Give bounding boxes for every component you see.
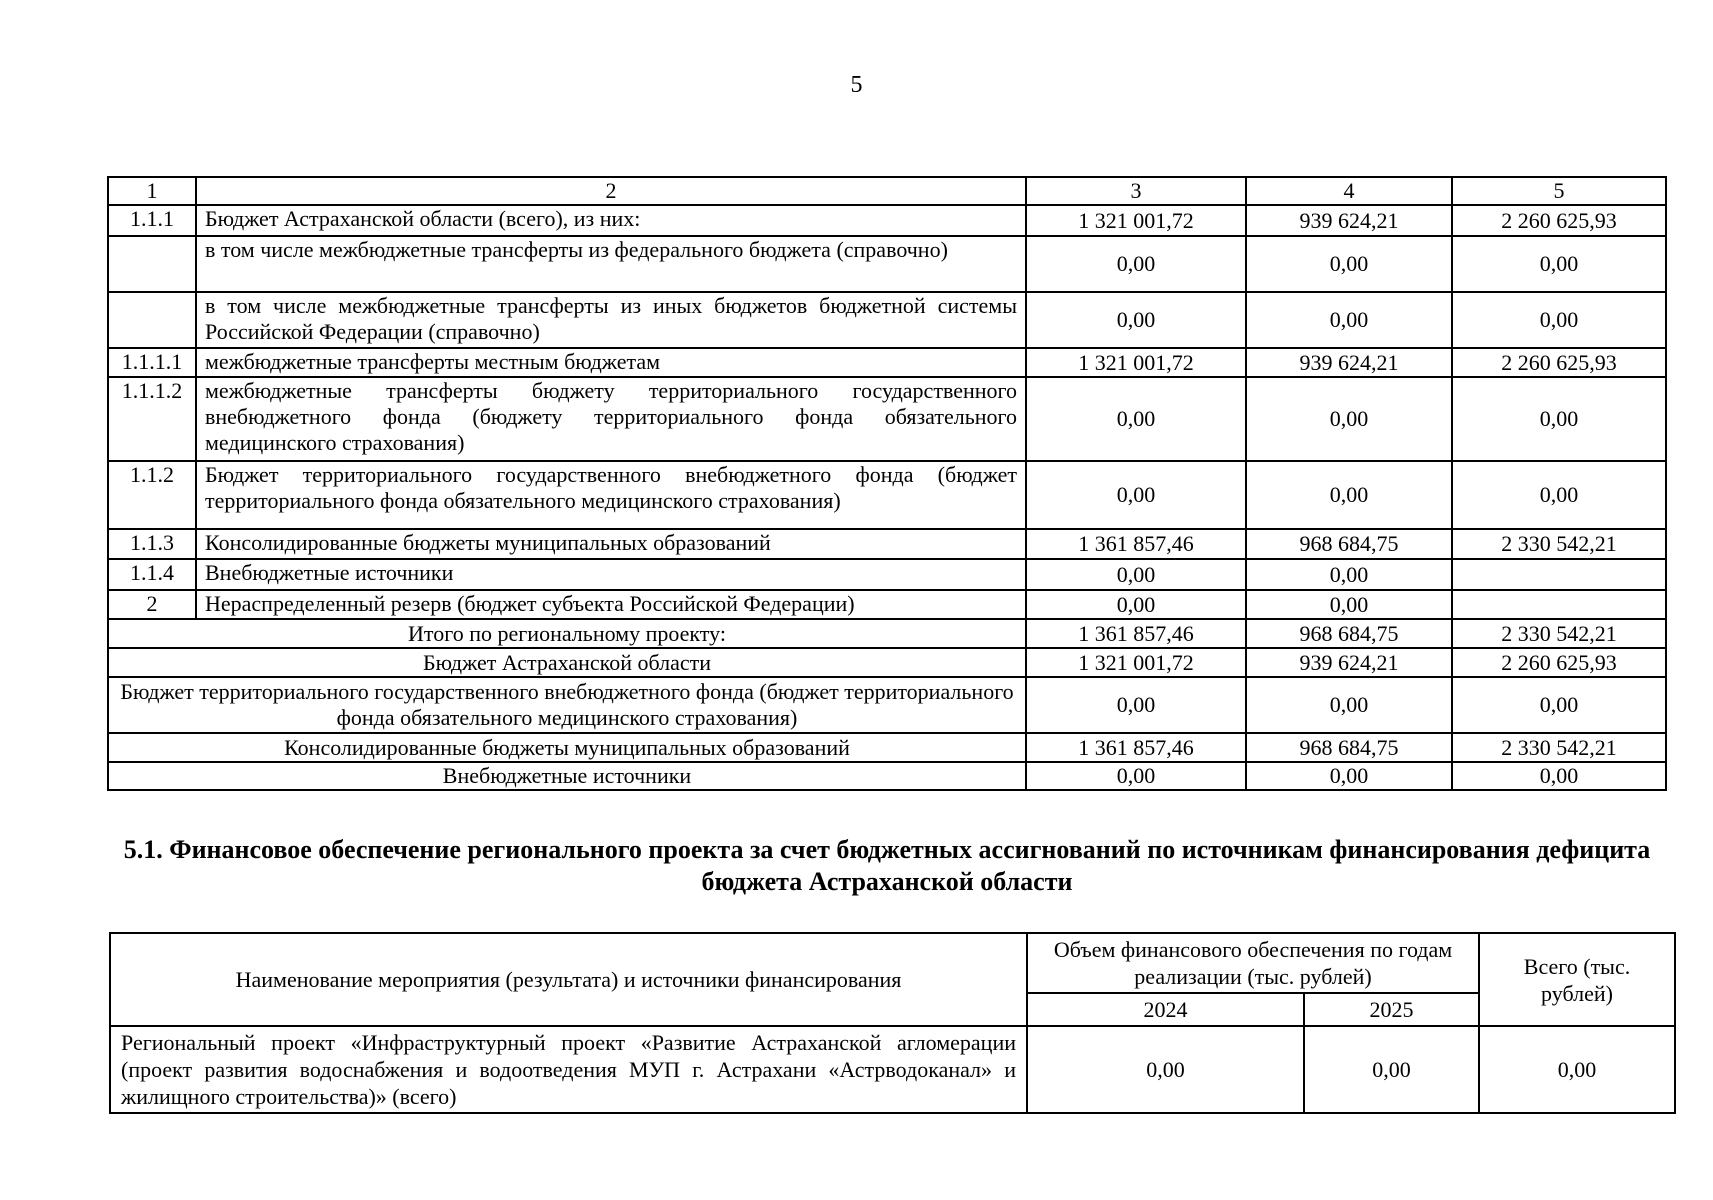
value-col5: 0,00 [1452,292,1666,348]
value-col5: 2 260 625,93 [1452,348,1666,377]
value-col4: 968 684,75 [1246,733,1452,762]
value-col3: 1 361 857,46 [1026,529,1246,559]
total-row-name: Бюджет территориального государственного внебюджетного фонда (бюджет территориального фонда обязательного медицинского страхования) [108,677,1026,733]
column-number-4: 4 [1246,177,1452,205]
column-number-1: 1 [108,177,196,205]
value-col5: 2 330 542,21 [1452,529,1666,559]
row-number: 1.1.1 [108,205,196,236]
table-header-row [110,933,1675,993]
value-col4: 0,00 [1246,236,1452,292]
total-row-name: Внебюджетные источники [108,762,1026,790]
row-number [108,292,196,348]
total-row [108,619,1666,648]
header-year-2024: 2024 [1027,993,1304,1026]
value-col3: 1 361 857,46 [1026,619,1246,648]
value-col5: 2 330 542,21 [1452,733,1666,762]
value-col5: 0,00 [1452,377,1666,461]
value-col5 [1452,559,1666,590]
value-col4: 939 624,21 [1246,648,1452,677]
value-col4: 939 624,21 [1246,205,1452,236]
total-row [108,733,1666,762]
row-number [108,236,196,292]
total-row [108,677,1666,733]
page-number: 5 [850,72,863,98]
value-col4: 0,00 [1246,292,1452,348]
value-col4: 0,00 [1246,677,1452,733]
value-col4: 0,00 [1246,559,1452,590]
total-row [108,762,1666,790]
value-col3: 0,00 [1026,236,1246,292]
row-name: в том числе межбюджетные трансферты из иных бюджетов бюджетной системы Российской Федерации (справочно) [196,292,1026,348]
header-year-2025: 2025 [1304,993,1479,1026]
table-row [108,559,1666,590]
value-col3: 0,00 [1026,377,1246,461]
row-number: 1.1.3 [108,529,196,559]
row-name: Нераспределенный резерв (бюджет субъекта Российской Федерации) [196,590,1026,619]
row-name: Региональный проект «Инфраструктурный проект «Развитие Астраханской агломерации (проект развития водоснабжения и водоотведения МУП г. Астрахани «Астрводоканал» и жилищного строительства)» (всего) [110,1026,1027,1113]
total-row-name: Консолидированные бюджеты муниципальных образований [108,733,1026,762]
value-col5: 0,00 [1452,461,1666,529]
total-row-name: Итого по региональному проекту: [108,619,1026,648]
value-col3: 0,00 [1026,590,1246,619]
column-number-5: 5 [1452,177,1666,205]
table-row [110,1026,1675,1113]
value-col3: 1 321 001,72 [1026,648,1246,677]
deficit-financing-table [109,932,1676,1114]
table-row [108,205,1666,236]
row-name: в том числе межбюджетные трансферты из федерального бюджета (справочно) [196,236,1026,292]
value-col4: 968 684,75 [1246,619,1452,648]
row-name: межбюджетные трансферты бюджету территориального государственного внебюджетного фонда (бюджету территориального фонда обязательного медицинского страхования) [196,377,1026,461]
table-row [108,348,1666,377]
value-col5: 0,00 [1452,762,1666,790]
value-col5: 2 260 625,93 [1452,205,1666,236]
financing-table [107,176,1667,791]
value-col4: 968 684,75 [1246,529,1452,559]
column-number-2: 2 [196,177,1026,205]
row-name: Консолидированные бюджеты муниципальных образований [196,529,1026,559]
value-col4: 0,00 [1246,461,1452,529]
value-col3: 0,00 [1026,762,1246,790]
table-header-row [108,177,1666,205]
value-col5 [1452,590,1666,619]
value-col3: 1 361 857,46 [1026,733,1246,762]
table-row [108,292,1666,348]
header-total: Всего (тыс. рублей) [1479,933,1675,1026]
value-col3: 1 321 001,72 [1026,205,1246,236]
total-row [108,648,1666,677]
value-col5: 0,00 [1452,236,1666,292]
value-col3: 0,00 [1026,677,1246,733]
section-title: 5.1. Финансовое обеспечение регионального проекта за счет бюджетных ассигнований по источникам финансирования дефицита бюджета Астраханской области [123,835,1651,896]
value-col3: 0,00 [1026,292,1246,348]
value-col4: 0,00 [1246,590,1452,619]
value-col4: 0,00 [1246,762,1452,790]
value-col3: 0,00 [1026,461,1246,529]
header-financing-volume: Объем финансового обеспечения по годам реализации (тыс. рублей) [1027,933,1479,993]
value-col5: 2 260 625,93 [1452,648,1666,677]
row-name: межбюджетные трансферты местным бюджетам [196,348,1026,377]
row-number: 1.1.2 [108,461,196,529]
row-name: Внебюджетные источники [196,559,1026,590]
value-col3: 0,00 [1026,559,1246,590]
table-row [108,529,1666,559]
row-number: 1.1.4 [108,559,196,590]
row-name: Бюджет Астраханской области (всего), из них: [196,205,1026,236]
header-activity-name: Наименование мероприятия (результата) и источники финансирования [110,933,1027,1026]
total-row-name: Бюджет Астраханской области [108,648,1026,677]
value-col4: 939 624,21 [1246,348,1452,377]
row-number: 2 [108,590,196,619]
column-number-3: 3 [1026,177,1246,205]
row-number: 1.1.1.2 [108,377,196,461]
row-name: Бюджет территориального государственного внебюджетного фонда (бюджет территориального фонда обязательного медицинского страхования) [196,461,1026,529]
value-col5: 2 330 542,21 [1452,619,1666,648]
value-col3: 1 321 001,72 [1026,348,1246,377]
table-row [108,590,1666,619]
table-row [108,377,1666,461]
value-total: 0,00 [1479,1026,1675,1113]
table-row [108,461,1666,529]
value-col4: 0,00 [1246,377,1452,461]
value-2024: 0,00 [1027,1026,1304,1113]
table-row [108,236,1666,292]
value-2025: 0,00 [1304,1026,1479,1113]
row-number: 1.1.1.1 [108,348,196,377]
value-col5: 0,00 [1452,677,1666,733]
